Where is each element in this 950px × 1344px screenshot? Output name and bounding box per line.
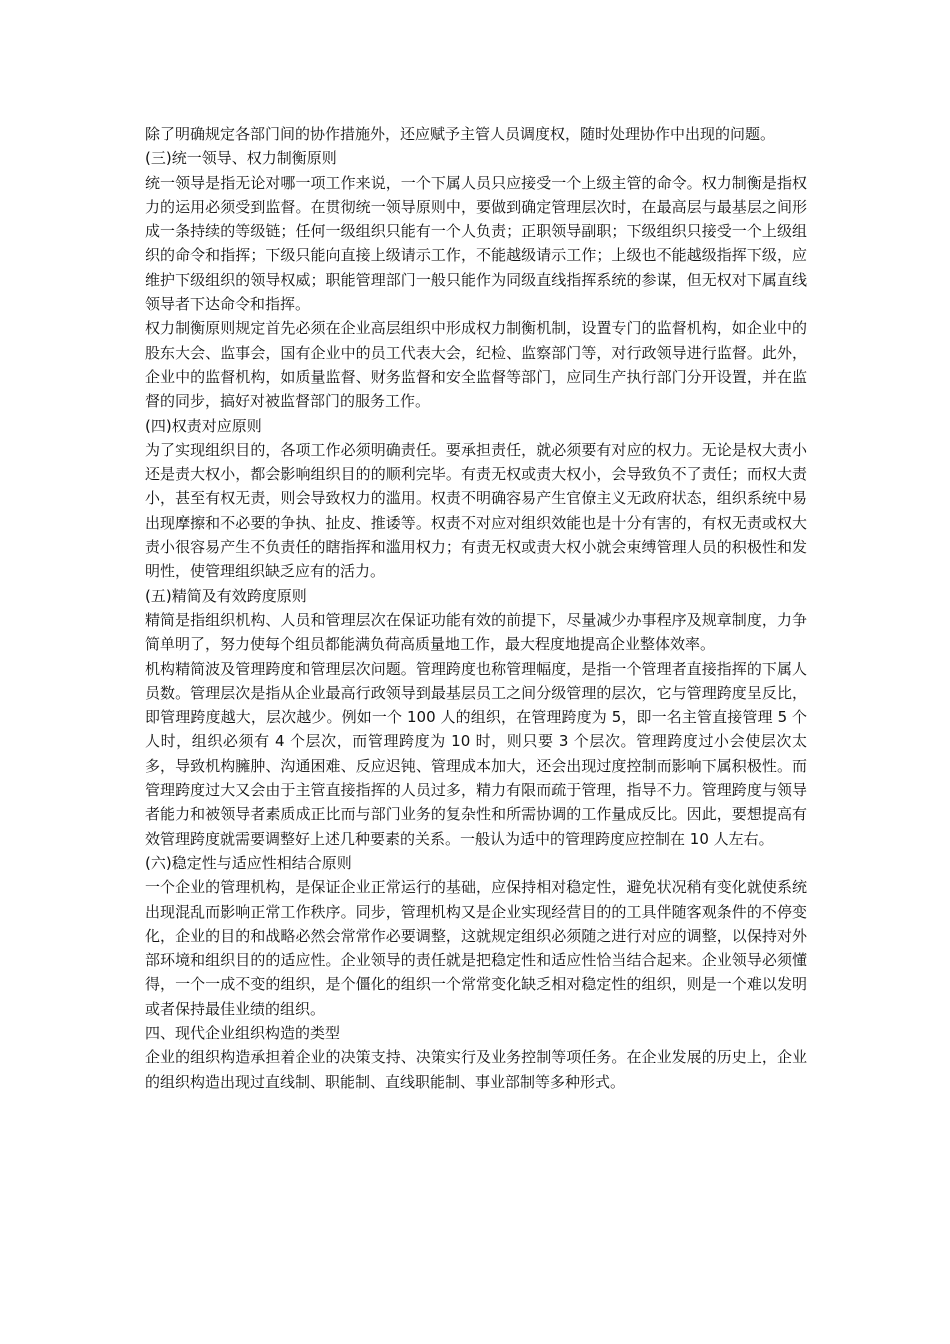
document-body xyxy=(145,122,807,1094)
paragraph: 为了实现组织目的，各项工作必须明确责任。要承担责任，就必须要有对应的权力。无论是权大责小还是责大权小，都会影响组织目的的顺利完毕。有责无权或责大权小，会导致负不了责任；而权大责小，甚至有权无责，则会导致权力的滥用。权责不明确容易产生官僚主义无政府状态，组织系统中易出现摩擦和不必要的争执、扯皮、推诿等。权责不对应对组织效能也是十分有害的，有权无责或权大责小很容易产生不负责任的瞎指挥和滥用权力；有责无权或责大权小就会束缚管理人员的积极性和发明性，使管理组织缺乏应有的活力。 xyxy=(145,440,807,581)
paragraph: 统一领导是指无论对哪一项工作来说，一个下属人员只应接受一个上级主管的命令。权力制衡是指权力的运用必须受到监督。在贯彻统一领导原则中，要做到确定管理层次时，在最高层与最基层之间形成一条持续的等级链；任何一级组织只能有一个人负责；正职领导副职；下级组织只接受一个上级组织的命令和指挥；下级只能向直接上级请示工作，不能越级请示工作；上级也不能越级指挥下级，应维护下级组织的领导权威；职能管理部门一般只能作为同级直线指挥系统的参谋，但无权对下属直线领导者下达命令和指挥。 xyxy=(145,173,807,314)
section-heading: (三)统一领导、权力制衡原则 xyxy=(145,149,337,168)
paragraph: 权力制衡原则规定首先必须在企业高层组织中形成权力制衡机制，设置专门的监督机构，如企业中的股东大会、监事会，国有企业中的员工代表大会，纪检、监察部门等，对行政领导进行监督。此外，企业中的监督机构，如质量监督、财务监督和安全监督等部门，应同生产执行部门分开设置，并在监督的同步，搞好对被监督部门的服务工作。 xyxy=(145,319,807,411)
section-heading: (四)权责对应原则 xyxy=(145,416,262,435)
chapter-heading: 四、现代企业组织构造的类型 xyxy=(145,1023,341,1042)
paragraph: 机构精简波及管理跨度和管理层次问题。管理跨度也称管理幅度，是指一个管理者直接指挥的下属人员数。管理层次是指从企业最高行政领导到最基层员工之间分级管理的层次，它与管理跨度呈反比，即管理跨度越大，层次越少。例如一个 100 人的组织，在管理跨度为 5，即一名主管直接管理 5 个人时，组织必须有 4 个层次，而管理跨度为 10 时，则只要 3 个层次。管理跨度过小会使层次太多，导致机构臃肿、沟通困难、反应迟钝、管理成本加大，还会出现过度控制而影响下属积极性。而管理跨度过大又会由于主管直接指挥的人员过多，精力有限而疏于管理，指导不力。管理跨度与领导者能力和被领导者素质成正比而与部门业务的复杂性和所需协调的工作量成反比。因此，要想提高有效管理跨度就需要调整好上述几种要素的关系。一般认为适中的管理跨度应控制在 10 人左右。 xyxy=(145,659,807,848)
paragraph: 一个企业的管理机构，是保证企业正常运行的基础，应保持相对稳定性，避免状况稍有变化就使系统出现混乱而影响正常工作秩序。同步，管理机构又是企业实现经营目的的工具伴随客观条件的不停变化，企业的目的和战略必然会常常作必要调整，这就规定组织必须随之进行对应的调整，以保持对外部环境和组织目的的适应性。企业领导的责任就是把稳定性和适应性恰当结合起来。企业领导必须懂得，一个一成不变的组织，是个僵化的组织一个常常变化缺乏相对稳定性的组织，则是一个难以发明或者保持最佳业绩的组织。 xyxy=(145,878,807,1018)
paragraph: 除了明确规定各部门间的协作措施外，还应赋予主管人员调度权，随时处理协作中出现的问题。 xyxy=(145,125,776,143)
section-heading: (六)稳定性与适应性相结合原则 xyxy=(145,853,352,872)
paragraph: 企业的组织构造承担着企业的决策支持、决策实行及业务控制等项任务。在企业发展的历史上，企业的组织构造出现过直线制、职能制、直线职能制、事业部制等多种形式。 xyxy=(145,1048,807,1091)
section-heading: (五)精简及有效跨度原则 xyxy=(145,586,307,605)
paragraph: 精简是指组织机构、人员和管理层次在保证功能有效的前提下，尽量减少办事程序及规章制度，力争简单明了，努力使每个组员都能满负荷高质量地工作，最大程度地提高企业整体效率。 xyxy=(145,610,807,654)
